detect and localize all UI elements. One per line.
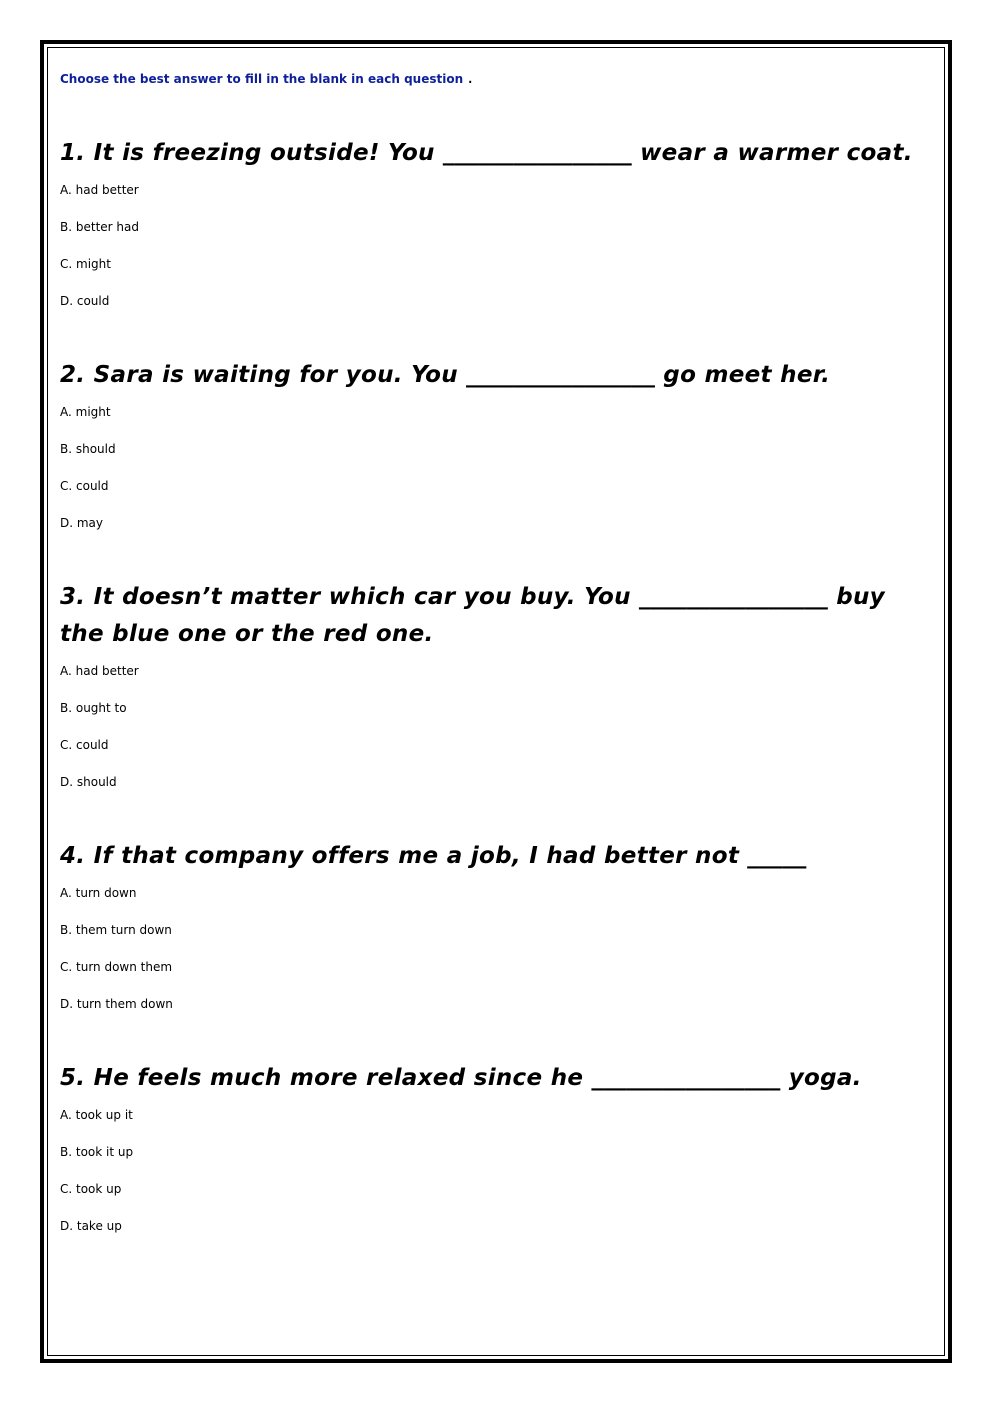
question-3-option-d: D. should: [60, 775, 117, 789]
question-4-option-d: D. turn them down: [60, 997, 173, 1011]
question-1-option-c: C. might: [60, 257, 111, 271]
question-5-option-a: A. took up it: [60, 1108, 133, 1122]
question-5-option-c: C. took up: [60, 1182, 122, 1196]
question-5: [60, 1060, 940, 1245]
question-2-option-c: C. could: [60, 479, 109, 493]
question-3-text: 3. It doesn’t matter which car you buy. You ________________ buy the blue one or the red one.: [60, 584, 885, 647]
question-4: [60, 838, 940, 1023]
question-3-option-a: A. had better: [60, 664, 139, 678]
instruction-line: [60, 58, 940, 98]
question-4-option-a: A. turn down: [60, 886, 137, 900]
question-2-option-b: B. should: [60, 442, 116, 456]
question-3-option-c: C. could: [60, 738, 109, 752]
question-1-text: 1. It is freezing outside! You ________________ wear a warmer coat.: [60, 140, 913, 166]
question-2-text: 2. Sara is waiting for you. You ________________ go meet her.: [60, 362, 831, 388]
question-5-option-d: D. take up: [60, 1219, 122, 1233]
question-4-text: 4. If that company offers me a job, I had better not _____: [60, 843, 807, 869]
question-1-option-b: B. better had: [60, 220, 139, 234]
instruction-text: Choose the best answer to fill in the blank in each question: [60, 72, 464, 86]
question-1: [60, 135, 940, 320]
worksheet-content: [60, 58, 940, 1245]
question-1-option-d: D. could: [60, 294, 110, 308]
question-3: [60, 579, 940, 801]
question-2-option-d: D. may: [60, 516, 104, 530]
question-1-option-a: A. had better: [60, 183, 139, 197]
question-3-option-b: B. ought to: [60, 701, 127, 715]
instruction-period: .: [467, 67, 474, 88]
question-5-text: 5. He feels much more relaxed since he ________________ yoga.: [60, 1065, 862, 1091]
question-2: [60, 357, 940, 542]
question-2-option-a: A. might: [60, 405, 111, 419]
question-5-option-b: B. took it up: [60, 1145, 134, 1159]
question-4-option-b: B. them turn down: [60, 923, 172, 937]
question-4-option-c: C. turn down them: [60, 960, 173, 974]
